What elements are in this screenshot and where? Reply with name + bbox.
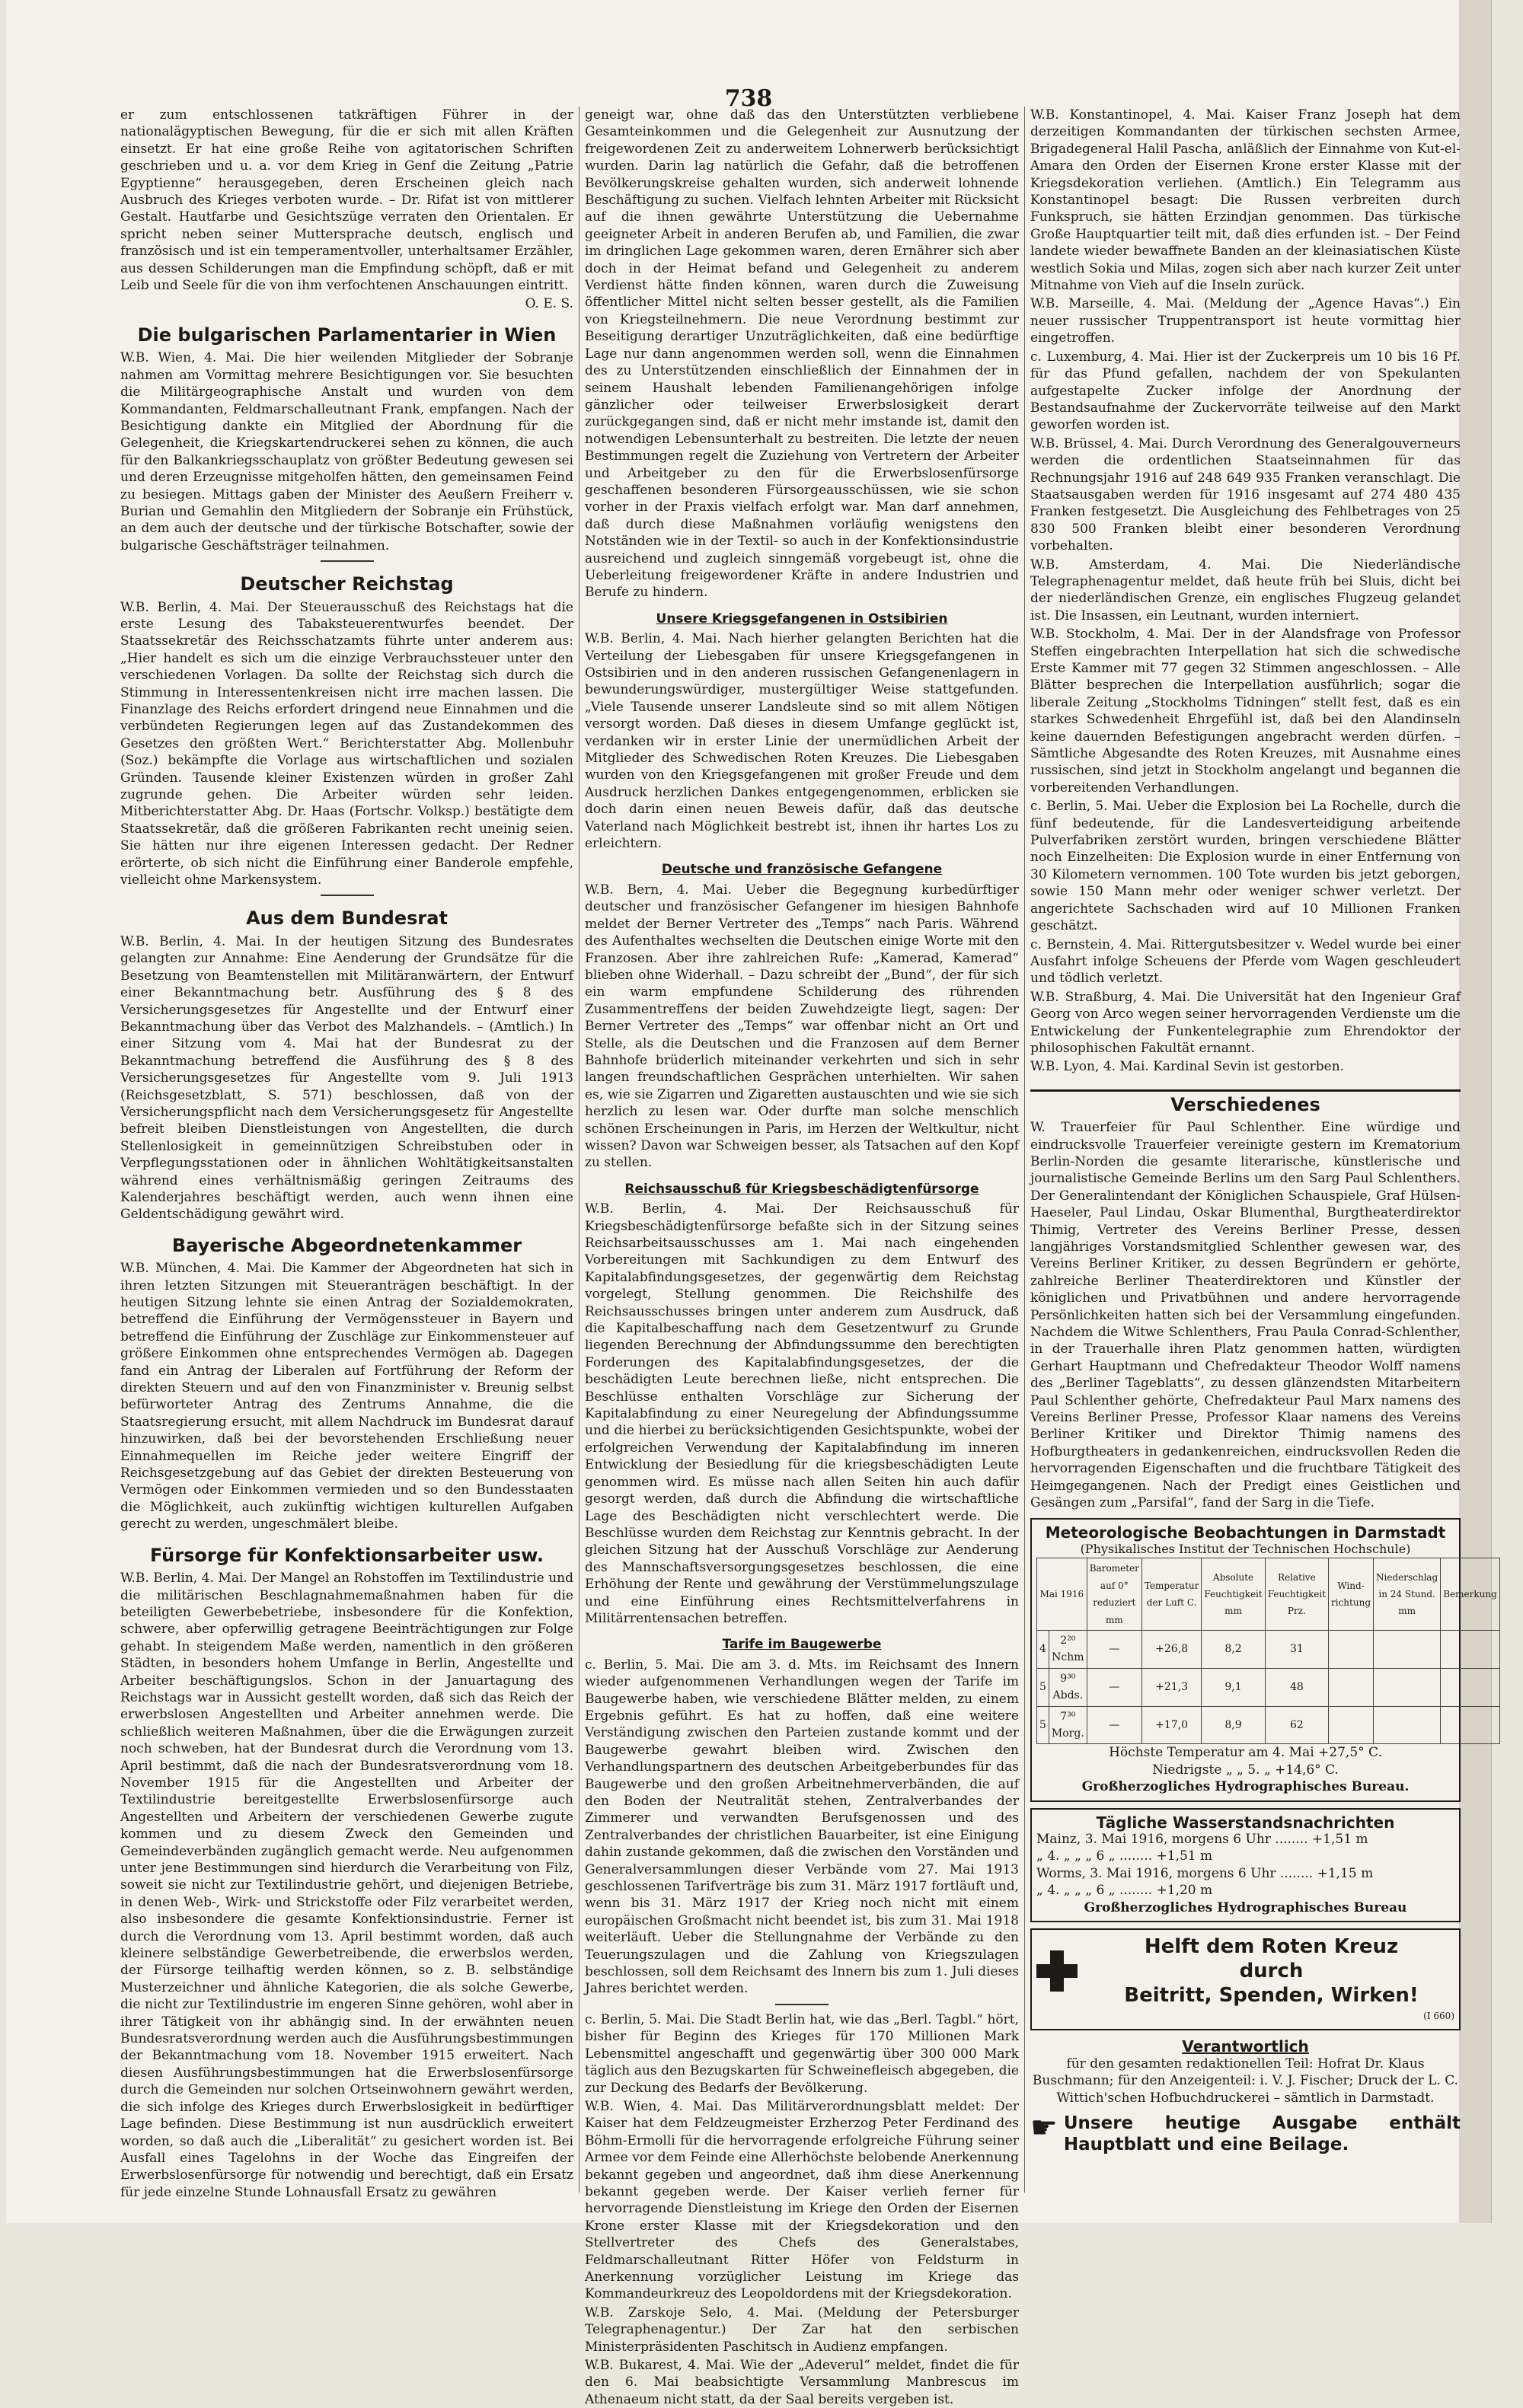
weather-header: Wind-richtung bbox=[1329, 1558, 1374, 1631]
table-cell bbox=[1329, 1630, 1374, 1668]
article-text: geneigt war, ohne daß das den Unterstützten verbliebene Gesamteinkommen und die Gelegenheit zur Ausnutzung der freigewordenen Zeit zu anderweitem Lohnerwerb berücksichtigt wurden. Darin lag natürlich die Gefahr, daß die betroffenen Bevölkerungskreise gehalten wurden, sich anderweit lohnende Beschäftigung zu suchen. Vielfach lehnten Arbeiter mit Rücksicht auf die ihnen gewährte Unterstützung die Uebernahme geeigneter Arbeit in anderen Berufen ab, und Familien, die zwar im dringlichen Lage gekommen waren, deren Ernährer sich aber doch in der Heimat befand und Gelegenheit zu anderem Verdienst hätte finden können, waren durch die Zuweisung öffentlicher Mittel nicht selten besser gestellt, als die Familien von Kriegsteilnehmern. Die neue Verordnung bestimmt zur Beseitigung derartiger Unzuträglichkeiten, daß eine bedürftige Lage nur dann angenommen werden soll, wenn die Einnahmen des zu Unterstützenden einschließlich der Einnahmen der in seinem Haushalt lebenden Familienangehörigen infolge gänzlicher oder teilweiser Erwerbslosigkeit derart zurückgegangen sind, daß er nicht mehr imstande ist, damit den notwendigen Lebensunterhalt zu bestreiten. Die letzte der neuen Bestimmungen regelt die Zuziehung von Vertretern der Arbeiter und Arbeitgeber zu den für die Erwerbslosenfürsorge geschaffenen besonderen Fürsorgeausschüssen, wie sie schon vorher in der Praxis vielfach erfolgt war. Man darf annehmen, daß durch diese Maßnahmen vorläufig wenigstens den Notständen wie in der Textil- so auch in der Konfektionsindustrie ausreichend und zugleich sinngemäß vorgebeugt ist, ohne die Ueberleitung freigewordener Kräfte in andere Industrien und Berufe zu hindern. bbox=[585, 107, 1019, 601]
red-cross-ad bbox=[1030, 1928, 1461, 2030]
table-cell: 7³⁰ Morg. bbox=[1049, 1706, 1087, 1744]
column-3 bbox=[1030, 107, 1497, 2200]
table-cell: — bbox=[1087, 1706, 1141, 1744]
weather-header: Barometer auf 0° reduziert mm bbox=[1087, 1558, 1141, 1631]
edition-note bbox=[1030, 2110, 1461, 2155]
weather-header: Absolute Feuchtigkeit mm bbox=[1202, 1558, 1265, 1631]
table-cell bbox=[1441, 1668, 1500, 1706]
table-cell: 8,2 bbox=[1202, 1630, 1265, 1668]
table-cell: 62 bbox=[1265, 1706, 1328, 1744]
article-text: W.B. Straßburg, 4. Mai. Die Universität hat den Ingenieur Graf Georg von Arco wegen seiner hervorragenden Verdienste um die Entwickelung der Funkentelegraphie zum Ehrendoktor der philosophischen Fakultät ernannt. bbox=[1030, 989, 1461, 1056]
water-level-line: Mainz, 3. Mai 1916, morgens 6 Uhr ........ +1,51 m bbox=[1036, 1832, 1368, 1847]
red-cross-line: Helft dem Roten Kreuz bbox=[1144, 1935, 1399, 1959]
table-cell: 31 bbox=[1265, 1630, 1328, 1668]
water-level-box bbox=[1030, 1808, 1461, 1922]
table-cell bbox=[1374, 1706, 1441, 1744]
weather-bureau: Großherzogliches Hydrographisches Bureau. bbox=[1081, 1779, 1410, 1795]
water-level-line: „ 4. „ „ „ 6 „ ........ +1,20 m bbox=[1036, 1883, 1213, 1899]
table-cell: +17,0 bbox=[1141, 1706, 1202, 1744]
table-cell: 9³⁰ Abds. bbox=[1049, 1668, 1087, 1706]
subheadline: Tarife im Baugewerbe bbox=[722, 1637, 882, 1653]
article-text: W.B. Wien, 4. Mai. Die hier weilenden Mitglieder der Sobranje nahmen am Vormittag mehrere Besichtigungen vor. Sie besuchten die Militärgeographische Anstalt und wurden von dem Kommandanten, Feldmarschalleutnant Frank, empfangen. Nach der Besichtigung dankte ein Mitglied der Abordnung für die Gelegenheit, die Kriegskartendruckerei sehen zu können, die auch für den Balkankriegsschauplatz von größter Bedeutung gewesen sei und deren Erzeugnisse mitgeholfen hätten, den gemeinsamen Feind zu besiegen. Mittags gaben der Minister des Aeußern Freiherr v. Burian und Gemahlin den Mitgliedern der Sobranje ein Frühstück, an dem auch der deutsche und der türkische Botschafter, sowie der bulgarische Geschäftsträger teilnahmen. bbox=[120, 350, 573, 553]
newspaper-page bbox=[6, 0, 1497, 2407]
table-cell bbox=[1374, 1630, 1441, 1668]
article-text: er zum entschlossenen tatkräftigen Führer in der nationalägyptischen Bewegung, für die er sich mit allen Kräften einsetzt. Er hat eine große Reihe von agitatorischen Schriften geschrieben und u. a. vor dem Krieg in Genf die Zeitung „Patrie Egyptienne“ herausgegeben, deren Erscheinen gleich nach Ausbruch des Krieges verboten wurde. – Dr. Rifat ist von mittlerer Gestalt. Hautfarbe und Gesichtszüge verraten den Orientalen. Er spricht neben seiner Muttersprache deutsch, englisch und französisch und ist ein temperamentvoller, unterhaltsamer Erzähler, aus dessen Schilderungen man die Empfindung schöpft, daß er mit Leib und Seele für die von ihm verfochtenen Anschauungen eintritt. bbox=[120, 107, 573, 294]
red-cross-ad-body bbox=[1036, 1934, 1454, 2008]
article-text: W.B. Bukarest, 4. Mai. Wie der „Adeverul“ meldet, findet die für den 6. Mai beabsichtigte Versammlung Manbrescus im Athenaeum nicht statt, da der Saal bereits vergeben ist. bbox=[585, 2358, 1019, 2407]
table-cell: — bbox=[1087, 1630, 1141, 1668]
table-cell: 48 bbox=[1265, 1668, 1328, 1706]
article-text: W.B. Konstantinopel, 4. Mai. Kaiser Franz Joseph hat dem derzeitigen Kommandanten der türkischen sechsten Armee, Brigadegeneral Halil Pascha, anläßlich der Einnahme von Kut-el-Amara den Orden der Eisernen Krone erster Klasse mit der Kriegsdekoration verliehen. (Amtlich.) Ein Telegramm aus Konstantinopel besagt: Die Russen verbreiten durch Funkspruch, sie hätten Erzindjan genommen. Das türkische Große Hauptquartier teilt mit, daß dies erfunden ist. – Der Feind landete wieder bewaffnete Banden an der kleinasiatischen Küste westlich Sokia und Milas, zogen sich aber nach kurzer Zeit unter Mitnahme von Vieh auf die Inseln zurück. bbox=[1030, 107, 1461, 294]
weather-subtitle: (Physikalisches Institut der Technischen Hochschule) bbox=[1080, 1541, 1411, 1556]
pointing-hand-icon: ☛ bbox=[1030, 2110, 1058, 2146]
article-text: W.B. Berlin, 4. Mai. Der Mangel an Rohstoffen im Textilindustrie und die militärischen Beschlagnahmemaßnahmen haben für die beteiligten Gewerbebetriebe, insbesondere für die Konfektion, schwere, aber opferwillig getragene Beeinträchtigungen zur Folge gehabt. In steigendem Maße werden, namentlich in den größeren Städten, in besonders hohem Umfange in Berlin, Angestellte und Arbeiter beschäftigungslos. Schon in der Januartagung des Reichstags war in Aussicht gestellt worden, daß sich das Reich der erwerbslosen Angestellten und Arbeiter annehmen werde. Die schließlich weiteren Maßnahmen, über die die Erwägungen zurzeit noch schweben, hat der Bundesrat durch die Verordnung vom 13. April bestimmt, daß die nach der Bundesratsverordnung vom 18. November 1915 für die Angestellten und Arbeiter der Textilindustrie bereitgestellte Erwerbslosenfürsorge auch Angestellten und Arbeitern der verschiedenen Gewerbe zugute kommen und zu diesem Zweck den Gemeinden und Gemeindeverbänden zugänglich gemacht werde. Neu aufgenommen unter jene Bestimmungen sind hierdurch die Verarbeitung von Filz, soweit sie nicht zur Textilindustrie gehört, und diejenigen Betriebe, in denen Web-, Wirk- und Strickstoffe oder Filz verarbeitet werden, also insbesondere die gesamte Konfektionsindustrie. Ferner ist durch die Verordnung vom 13. April bestimmt worden, daß auch kleinere selbständige Gewerbetreibende, die erwerbslos werden, der Fürsorge teilhaftig werden können, so z. B. selbständige Musterzeichner und ähnliche Kategorien, die als solche Gewerbe, die nicht zur Textilindustrie im engeren Sinne gehören, wohl aber in ihrer Tätigkeit von ihr abhängig sind. In der erwähnten neuen Bundesratsverordnung werden auch die Ausführungsbestimmungen der Bekanntmachung vom 18. November 1915 erweitert. Nach diesen Ausführungsbestimmungen hat die Erwerbslosenfürsorge durch die Gemeinden nur solchen Ortseinwohnern gewährt werden, die sich infolge des Krieges durch Erwerbslosigkeit in bedürftiger Lage befinden. Diese Bestimmung ist nun ausdrücklich erweitert worden, so daß auch die „Liberalität“ zu gesichert worden ist. Bei Ausfall eines Tagelohns in der Woche das Eingreifen der Erwerbslosenfürsorge für notwendig und berechtigt, daß ein Ersatz für jede einzelne Stunde Lohnausfall Ersatz zu gewähren bbox=[120, 1571, 573, 2200]
page-number: 738 bbox=[724, 85, 773, 112]
table-row bbox=[1037, 1706, 1500, 1744]
water-level-bureau: Großherzogliches Hydrographisches Bureau bbox=[1084, 1899, 1407, 1915]
column-rule bbox=[1024, 107, 1025, 2193]
subheadline: Deutsche und französische Gefangene bbox=[661, 862, 943, 878]
article-text: c. Berlin, 5. Mai. Die am 3. d. Mts. im Reichsamt des Innern wieder aufgenommenen Verhandlungen wegen der Tarife im Baugewerbe haben, wie verschiedene Blätter melden, zu einem Ergebnis geführt. Es hat zu hoffen, daß eine weitere Verständigung zwischen den Parteien zustande kommt und der Baugewerbe gewahrt bleiben wird. Zwischen den Verhandlungspartnern des deutschen Arbeitgeberbundes für das Baugewerbe und den großen Arbeitnehmerverbänden, die auf den Boden der Neutralität stehen, Zentralverbandes der Zimmerer und verwandten Berufsgenossen und des Zentralverbandes der christlichen Bauarbeiter, ist eine Einigung dahin zustande gekommen, daß die zwischen den Vorständen und Generalversammlungen dieser Verbände vom 27. Mai 1913 geschlossenen Tarifverträge bis zum 31. März 1917 fortläuft und, wenn bis 31. März 1917 der Krieg noch nicht mit einem europäischen Großmacht nicht beendet ist, bis zum 31. Mai 1918 weiterläuft. Ueber die Stellungnahme der Verbände zu den Teuerungszulagen und die Zahlung von Kriegszulagen beschlossen, soll dem Reichsamt des Innern bis zum 1. Juli dieses Jahres berichtet werden. bbox=[585, 1657, 1019, 1997]
weather-header: Bemerkung bbox=[1441, 1558, 1500, 1631]
headline: Aus dem Bundesrat bbox=[246, 907, 448, 930]
headline: Deutscher Reichstag bbox=[240, 573, 454, 595]
table-row bbox=[1037, 1668, 1500, 1706]
page-edge bbox=[1459, 0, 1491, 2223]
column-rule bbox=[579, 107, 580, 2193]
weather-header: Mai 1916 bbox=[1037, 1558, 1087, 1631]
red-cross-line: durch bbox=[1239, 1960, 1304, 1983]
weather-header: Niederschlag in 24 Stund. mm bbox=[1374, 1558, 1441, 1631]
weather-title: Meteorologische Beobachtungen in Darmstadt bbox=[1045, 1523, 1446, 1542]
red-cross-icon bbox=[1036, 1950, 1078, 1992]
article-text: W.B. Wien, 4. Mai. Das Militärverordnungsblatt meldet: Der Kaiser hat dem Feldzeugmeister Erzherzog Peter Ferdinand des Böhm-Ermolli für die hervorragende erfolgreiche Führung seiner Armee vor dem Feinde eine Allerhöchste belobende Anerkennung bekannt gegeben und angeordnet, daß ihm diese Anerkennung bekannt gegeben werde. Der Kaiser verlieh ferner für hervorragende Dienstleistung im Kriege den Orden der Eisernen Krone erster Klasse mit der Kriegsdekoration und den Stellvertreter des Chefs des Generalstabes, Feldmarschalleutnant Ritter Höfer von Feldsturm in Anerkennung vorzüglicher Leistung im Kriege das Kommandeurkreuz des Leopoldordens mit der Kriegsdekoration. bbox=[585, 2098, 1019, 2302]
table-cell: — bbox=[1087, 1668, 1141, 1706]
weather-box bbox=[1030, 1518, 1497, 1802]
ad-code: (I 660) bbox=[1423, 2011, 1454, 2022]
table-cell bbox=[1329, 1668, 1374, 1706]
separator bbox=[321, 560, 374, 562]
article-text: W.B. Berlin, 4. Mai. Der Reichsausschuß für Kriegsbeschädigtenfürsorge befaßte sich in der Sitzung seines Reichsarbeitsausschusses am 1. Mai nach eingehenden Vorbereitungen mit Sachkundigen zu dem Entwurf des Kapitalabfindungsgesetzes, der gegenwärtig dem Reichstag vorgelegt, Stellung genommen. Die Reichshilfe des Reichsausschusses bringen unter anderem zum Ausdruck, daß die Kapitalbeschaffung nach dem Gesetzentwurf zu Grunde liegenden Berechnung der Abfindungssumme den berechtigten Forderungen des Kapitalabfindungsgesetzes, der die beschädigten Leute berechnen ließe, nicht entsprechen. Die Beschlüsse enthalten Vorschläge zur Sicherung der Kapitalabfindung zu einer Neuregelung der Abfindungssumme und die hierbei zu berücksichtigenden Gesichtspunkte, wobei der erfolgreichen Verwendung der Kapitalabfindung im inneren Entwicklung der Besiedlung für die kriegsbeschädigten Leute genommen wird. Es müsse nach allen Seiten hin auch dafür gesorgt werden, daß durch die Abfindung die wirtschaftliche Lage des Beschädigten nicht verschlechtert werde. Die Beschlüsse wurden dem Reichstag zur Kenntnis gebracht. In der gleichen Sitzung hat der Ausschuß Vorschläge zur Aenderung des Mannschaftsversorgungsgesetzes beschlossen, die eine Erhöhung der Rente und gewährung der Verstümmelungszulage und eine Einführung eines Rechtsmittelverfahrens in Militärrentensachen betreffen. bbox=[585, 1201, 1019, 1626]
table-row bbox=[1037, 1630, 1500, 1668]
article-text: W. Trauerfeier für Paul Schlenther. Eine würdige und eindrucksvolle Trauerfeier vereinigte gestern im Krematorium Berlin-Norden die gesamte literarische, künstlerische und journalistische Gemeinde Berlins um den Sarg Paul Schlenthers. Der Generalintendant der Königlichen Schauspiele, Graf Hülsen-Haeseler, Paul Lindau, Oskar Blumenthal, Burgtheaterdirektor Thimig, Vertreter des Vereins Berliner Presse, dessen langjähriges Vorstandsmitglied Schlenther gewesen war, des Vereins Berliner Kritiker, zu dessen Begründern er gehörte, zahlreiche Berliner Theaterdirektoren und Künstler der königlichen und Privatbühnen und andere hervorragende Persönlichkeiten hatten sich bei der Versammlung eingefunden. Nachdem die Witwe Schlenthers, Frau Paula Conrad-Schlenther, in der Trauerhalle ihren Platz genommen hatten, würdigten Gerhart Hauptmann und Chefredakteur Theodor Wolff namens des „Berliner Tageblatts“, zu dessen glänzendsten Mitarbeitern Paul Schlenther gehörte, Chefredakteur Paul Marx namens des Vereins Berliner Presse, Professor Klaar namens des Vereins Berliner Kritiker und Direktor Thimig namens des Hofburgtheaters in gedankenreichen, eindrucksvollen Reden die hervorragenden Eigenschaften und die fruchtbare Tätigkeit des Heimgegangenen. Nach der Predigt eines Geistlichen und Gesängen zum „Parsifal“, fand der Sarg in die Tiefe. bbox=[1030, 1120, 1461, 1511]
water-level-line: „ 4. „ „ „ 6 „ ........ +1,51 m bbox=[1036, 1848, 1213, 1864]
table-cell: +26,8 bbox=[1141, 1630, 1202, 1668]
table-cell bbox=[1329, 1706, 1374, 1744]
article-text: W.B. Zarskoje Selo, 4. Mai. (Meldung der Petersburger Telegraphenagentur.) Der Zar hat den serbischen Ministerpräsidenten Paschitsch in Audienz empfangen. bbox=[585, 2304, 1019, 2355]
article-text: W.B. Berlin, 4. Mai. Nach hierher gelangten Berichten hat die Verteilung der Liebesgaben für unsere Kriegsgefangenen in Ostsibirien und in den anderen russischen Gefangenenlagern in bewunderungswürdiger, mustergültiger Weise stattgefunden. „Viele Tausende unserer Landsleute sind so mit allem Nötigen versorgt worden. Daß dieses in diesem Umfange geglückt ist, verdanken wir in erster Linie der unermüdlichen Arbeit der Mitglieder des Schwedischen Roten Kreuzes. Die Liebesgaben wurden von den Kriegsgefangenen mit großer Freude und dem Ausdruck herzlichen Dankes entgegengenommen, erblicken sie doch darin einen neuen Beweis dafür, daß das deutsche Vaterland nach Möglichkeit bestrebt ist, ihnen ihr hartes Los zu erleichtern. bbox=[585, 631, 1019, 852]
weather-header: Relative Feuchtigkeit Prz. bbox=[1265, 1558, 1328, 1631]
column-1 bbox=[120, 107, 573, 2200]
article-text: W.B. Stockholm, 4. Mai. Der in der Alandsfrage von Professor Steffen eingebrachten Interpellation hat sich die schwedische Erste Kammer mit 77 gegen 32 Stimmen angeschlossen. – Alle Blätter besprechen die Interpellation ausführlich; sogar die liberale Zeitung „Stockholms Tidningen“ stellt fest, daß es ein starkes Schwedenheit Ehrgefühl ist, daß bei den Alandinseln keine dauernden Befestigungen angebracht werden dürfen. – Sämtliche Abgesandte des Roten Kreuzes, mit Ausnahme eines russischen, sind jetzt in Stockholm angelangt und begannen die vorbereitenden Verhandlungen. bbox=[1030, 627, 1461, 796]
subheadline: Reichsausschuß für Kriegsbeschädigtenfürsorge bbox=[624, 1181, 979, 1197]
article-text: W.B. Lyon, 4. Mai. Kardinal Sevin ist gestorben. bbox=[1030, 1059, 1345, 1075]
table-cell: +21,3 bbox=[1141, 1668, 1202, 1706]
table-cell: 2²⁰ Nchm bbox=[1049, 1630, 1087, 1668]
author-signature: O. E. S. bbox=[525, 296, 573, 312]
red-cross-ad-text bbox=[1088, 1934, 1454, 2008]
separator bbox=[775, 2004, 829, 2005]
weather-header-row bbox=[1037, 1558, 1500, 1631]
headline: Bayerische Abgeordnetenkammer bbox=[171, 1234, 522, 1256]
responsible-text: für den gesamten redaktionellen Teil: Hofrat Dr. Klaus Buschmann; für den Anzeigenteil: i. V. J. Fischer; Druck der L. C. Wittich'schen Hofbuchdruckerei – sämtlich in Darmstadt. bbox=[1032, 2056, 1459, 2106]
article-text: c. Berlin, 5. Mai. Ueber die Explosion bei La Rochelle, durch die fünf bedeutende, für die Landesverteidigung arbeitende Pulverfabriken zerstört wurden, bringen verschiedene Blätter noch Einzelheiten: Die Explosion wurde in einer Entfernung von 30 Kilometern vernommen. 100 Tote wurden bis jetzt geborgen, sowie 150 Mann mehr oder weniger schwer verletzt. Der angerichtete Sachschaden wird auf 10 Millionen Franken geschätzt. bbox=[1030, 799, 1461, 934]
headline: Die bulgarischen Parlamentarier in Wien bbox=[137, 324, 557, 346]
article-text: W.B. Berlin, 4. Mai. Der Steuerausschuß des Reichstags hat die erste Lesung des Tabaksteuerentwurfes beendet. Der Staatssekretär des Reichsschatzamts führte unter anderem aus: „Hier handelt es sich um die einzige Verbrauchssteuer unter den verschiedenen Vorlagen. Da sollte der Reichstag sich durch die Stimmung in Interessentenkreisen nicht irre machen lassen. Die Finanzlage des Reichs erfordert dringend neue Einnahmen und die verbündeten Regierungen legen auf das Zustandekommen des Gesetzes den größten Wert.“ Berichterstatter Abg. Mollenbuhr (Soz.) bekämpfte die Vorlage aus wirtschaftlichen und sozialen Gründen. Tausende kleiner Existenzen würden in großer Zahl zugrunde gehen. Die Arbeiter würden sehr leiden. Mitberichterstatter Abg. Dr. Haas (Fortschr. Volksp.) bestätigte dem Staatssekretär, daß die größeren Fabrikanten recht uneinig seien. Sie hätten nur ihre eigenen Interessen gedacht. Der Redner erörterte, ob sich nicht die Einführung einer Banderole empfehle, vielleicht ohne Markensystem. bbox=[120, 599, 573, 888]
water-level-title: Tägliche Wasserstandsnachrichten bbox=[1096, 1813, 1395, 1832]
weather-table bbox=[1036, 1558, 1500, 1744]
article-text: c. Bernstein, 4. Mai. Rittergutsbesitzer v. Wedel wurde bei einer Ausfahrt infolge Scheuens der Pferde vom Wagen geschleudert und tödlich verletzt. bbox=[1030, 936, 1461, 987]
water-level-line: Worms, 3. Mai 1916, morgens 6 Uhr ........ +1,15 m bbox=[1036, 1865, 1374, 1881]
table-cell: 4 bbox=[1037, 1630, 1049, 1668]
table-cell: 9,1 bbox=[1202, 1668, 1265, 1706]
table-cell bbox=[1374, 1668, 1441, 1706]
separator bbox=[321, 895, 374, 896]
article-text: W.B. Amsterdam, 4. Mai. Die Niederländische Telegraphenagentur meldet, daß heute früh bei Sluis, dicht bei der niederländischen Grenze, ein englisches Flugzeug gelandet ist. Die Insassen, ein Leutnant, wurden interniert. bbox=[1030, 557, 1461, 624]
article-text: c. Berlin, 5. Mai. Die Stadt Berlin hat, wie das „Berl. Tagbl.“ hört, bisher für Beginn des Krieges für 170 Millionen Mark Lebensmittel angeschafft und gegenwärtig über 300 000 Mark täglich aus den Bezugskarten für Schweinefleisch abgegeben, die zur Deckung des Bedarfs der Bevölkerung. bbox=[585, 2011, 1019, 2096]
headline: Fürsorge für Konfektionsarbeiter usw. bbox=[149, 1544, 544, 1566]
article-text: W.B. Bern, 4. Mai. Ueber die Begegnung kurbedürftiger deutscher und französischer Gefangener im hiesigen Bahnhofe meldet der Berner Vertreter des „Temps“ nach Paris. Während des Aufenthaltes wechselten die Deutschen einige Worte mit den Franzosen. Aber ihre zahlreichen Rufe: „Kamerad, Kamerad“ blieben ohne Widerhall. – Dazu schreibt der „Bund“, der für sich ein warm empfundene Schilderung des rührenden Zusammentreffens der beiden Zuwehdzeigte liegt, sagen: Der Berner Vertreter des „Temps“ war offenbar nicht an Ort und Stelle, als die Deutschen und die Franzosen auf dem Berner Bahnhofe brüderlich miteinander verkehrten und sich in sehr langen freundschaftlichen Gesprächen unterhielten. Wir sahen es, wie sie Zigarren und Zigaretten austauschten und wie sie sich herzlich zu lesen war. Oder durfte man solche menschlich schönen Erscheinungen in Paris, im Herzen der Weltkultur, nicht wissen? Davon war Schweigen besser, als Tatsachen auf den Kopf zu stellen. bbox=[585, 882, 1019, 1171]
table-cell bbox=[1441, 1706, 1500, 1744]
red-cross-line: Beitritt, Spenden, Wirken! bbox=[1124, 1984, 1419, 2008]
article-text: c. Luxemburg, 4. Mai. Hier ist der Zuckerpreis um 10 bis 16 Pf. für das Pfund gefallen, nachdem der von Spekulanten aufgestapelte Zucker infolge der Anordnung der Bestandsaufnahme der Zuckervorräte teilweise auf den Markt geworfen worden ist. bbox=[1030, 349, 1461, 433]
subheadline: Unsere Kriegsgefangenen in Ostsibirien bbox=[656, 611, 948, 627]
article-text: W.B. Berlin, 4. Mai. In der heutigen Sitzung des Bundesrates gelangten zur Annahme: Eine Aenderung der Grundsätze für die Besetzung von Beamtenstellen mit Militäranwärtern, der Entwurf einer Bekanntmachung betr. Ausführung des § 8 des Versicherungsgesetzes für Angestellte und der Entwurf einer Bekanntmachung über das Verbot des Malzhandels. – (Amtlich.) In einer Sitzung vom 4. Mai hat der Bundesrat zu der Bekanntmachung betreffend die Ausführung des § 8 des Versicherungsgesetzes für Angestellte vom 9. Juli 1913 (Reichsgesetzblatt, S. 571) beschlossen, daß von der Versicherungspflicht nach dem Versicherungsgesetz für Angestellte befreit bleiben Dienstleistungen von Angestellten, die durch Stellenlosigkeit in gemeinnützigen Schreibstuben oder in Verpflegungsstationen oder in ähnlichen Wohltätigkeitsanstalten während eines verhältnismäßig geringen Zeitraums des Kalenderjahres beschäftigt werden, auch wenn ihnen eine Geldentschädigung gewährt wird. bbox=[120, 933, 573, 1223]
weather-min: Niedrigste „ „ 5. „ +14,6° C. bbox=[1152, 1762, 1339, 1778]
table-cell: 8,9 bbox=[1202, 1706, 1265, 1744]
table-cell bbox=[1441, 1630, 1500, 1668]
article-text: W.B. Brüssel, 4. Mai. Durch Verordnung des Generalgouverneurs werden die ordentlichen Staatseinnahmen für das Rechnungsjahr 1916 auf 248 649 935 Franken veranschlagt. Die Staatsausgaben werden für 1916 insgesamt auf 274 480 435 Franken festgesetzt. Die Ausgleichung des Fehlbetrages von 25 830 500 Franken bleibt einer besonderen Verordnung vorbehalten. bbox=[1030, 435, 1461, 554]
column-2 bbox=[585, 107, 1019, 2407]
headline: Verschiedenes bbox=[1030, 1089, 1461, 1113]
table-cell: 5 bbox=[1037, 1706, 1049, 1744]
article-text: W.B. Marseille, 4. Mai. (Meldung der „Agence Havas“.) Ein neuer russischer Truppentransport ist heute vormittag hier eingetroffen. bbox=[1030, 296, 1461, 346]
table-cell: 5 bbox=[1037, 1668, 1049, 1706]
weather-header: Temperatur der Luft C. bbox=[1141, 1558, 1202, 1631]
edition-note-text: Unsere heutige Ausgabe enthält Hauptblatt und eine Beilage. bbox=[1063, 2113, 1461, 2155]
article-text: W.B. München, 4. Mai. Die Kammer der Abgeordneten hat sich in ihren letzten Sitzungen mit Steueranträgen beschäftigt. In der heutigen Sitzung lehnte sie einen Antrag der Sozialdemokraten, betreffend die Einführung der Vermögenssteuer in Bayern und betreffend die Einführung der Zuschläge zur Einkommensteuer auf größere Einkommen ohne entsprechendes Vermögen ab. Dagegen fand ein Antrag der Liberalen auf Fortführung der Reform der direkten Steuern und auf den von Finanzminister v. Breunig selbst befürworteter Antrag des Zentrums Annahme, die die Staatsregierung ersucht, mit allem Nachdruck im Bundesrat darauf hinzuwirken, daß bei der bevorstehenden Erschließung neuer Einnahmequellen im Reiche jeder weitere Eingriff der Reichsgesetzgebung auf das Gebiet der direkten Besteuerung von Vermögen oder Einkommen vermieden und so den Bundesstaaten die Möglichkeit, auch zukünftig wichtigen kulturellen Aufgaben gerecht zu werden, ungeschmälert bleibe. bbox=[120, 1261, 573, 1533]
responsible-title: Verantwortlich bbox=[1182, 2037, 1309, 2056]
weather-max: Höchste Temperatur am 4. Mai +27,5° C. bbox=[1109, 1745, 1382, 1761]
